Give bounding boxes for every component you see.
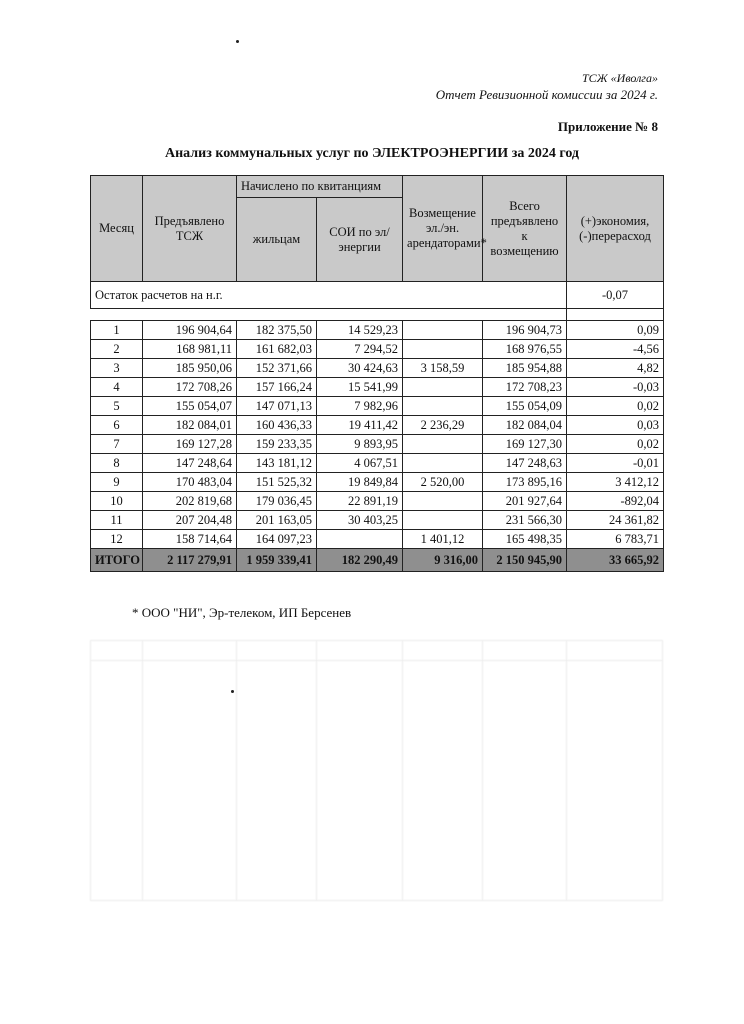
- residents-cell: 164 097,23: [237, 530, 317, 549]
- total-presented-cell: 173 895,16: [483, 473, 567, 492]
- difference-cell: 24 361,82: [567, 511, 664, 530]
- table-row: [91, 397, 664, 416]
- table-row: [91, 378, 664, 397]
- presented-cell: 202 819,68: [143, 492, 237, 511]
- total-presented-cell: 165 498,35: [483, 530, 567, 549]
- total-presented-cell: 169 127,30: [483, 435, 567, 454]
- table-row: [91, 435, 664, 454]
- table-row: [91, 473, 664, 492]
- soi-cell: 7 294,52: [317, 340, 403, 359]
- month-cell: 5: [91, 397, 143, 416]
- presented-cell: 185 950,06: [143, 359, 237, 378]
- soi-cell: 19 411,42: [317, 416, 403, 435]
- difference-cell: -0,03: [567, 378, 664, 397]
- soi-cell: 9 893,95: [317, 435, 403, 454]
- month-cell: 2: [91, 340, 143, 359]
- residents-cell: 143 181,12: [237, 454, 317, 473]
- presented-cell: 158 714,64: [143, 530, 237, 549]
- total-presented: 2 117 279,91: [143, 549, 237, 572]
- month-cell: 10: [91, 492, 143, 511]
- difference-cell: -0,01: [567, 454, 664, 473]
- presented-cell: 155 054,07: [143, 397, 237, 416]
- difference-cell: 0,09: [567, 321, 664, 340]
- soi-cell: 15 541,99: [317, 378, 403, 397]
- org-name: ТСЖ «Иволга»: [581, 71, 658, 85]
- residents-cell: 147 071,13: [237, 397, 317, 416]
- presented-cell: 182 084,01: [143, 416, 237, 435]
- header-difference: (+)экономия, (-)перерасход: [567, 176, 664, 282]
- difference-cell: 4,82: [567, 359, 664, 378]
- header-charged-group: Начислено по квитанциям: [237, 176, 403, 198]
- page-title: Анализ коммунальных услуг по ЭЛЕКТРОЭНЕРГИИ за 2024 год: [164, 146, 580, 161]
- table-row: [91, 511, 664, 530]
- residents-cell: 152 371,66: [237, 359, 317, 378]
- total-presented-cell: 201 927,64: [483, 492, 567, 511]
- header-residents: жильцам: [237, 198, 317, 282]
- reimbursement-cell: [403, 321, 483, 340]
- difference-cell: 0,02: [567, 397, 664, 416]
- soi-cell: [317, 530, 403, 549]
- residents-cell: 157 166,24: [237, 378, 317, 397]
- residents-cell: 160 436,33: [237, 416, 317, 435]
- total-total-presented: 2 150 945,90: [483, 549, 567, 572]
- total-presented-cell: 196 904,73: [483, 321, 567, 340]
- month-cell: 9: [91, 473, 143, 492]
- soi-cell: 7 982,96: [317, 397, 403, 416]
- total-presented-cell: 155 054,09: [483, 397, 567, 416]
- total-soi: 182 290,49: [317, 549, 403, 572]
- presented-cell: 207 204,48: [143, 511, 237, 530]
- difference-cell: 0,02: [567, 435, 664, 454]
- residents-cell: 182 375,50: [237, 321, 317, 340]
- presented-cell: 172 708,26: [143, 378, 237, 397]
- residents-cell: 201 163,05: [237, 511, 317, 530]
- scan-speck: [236, 40, 239, 43]
- table-row: [91, 454, 664, 473]
- difference-cell: -4,56: [567, 340, 664, 359]
- presented-cell: 168 981,11: [143, 340, 237, 359]
- bleed-through-ghost: [90, 600, 663, 960]
- presented-cell: 147 248,64: [143, 454, 237, 473]
- soi-cell: 4 067,51: [317, 454, 403, 473]
- total-reimbursement: 9 316,00: [403, 549, 483, 572]
- month-cell: 4: [91, 378, 143, 397]
- appendix-label: Приложение № 8: [557, 119, 658, 134]
- header-soi: СОИ по эл/энергии: [317, 198, 403, 282]
- month-cell: 7: [91, 435, 143, 454]
- soi-cell: 30 403,25: [317, 511, 403, 530]
- month-cell: 3: [91, 359, 143, 378]
- difference-cell: 0,03: [567, 416, 664, 435]
- reimbursement-cell: [403, 397, 483, 416]
- difference-cell: -892,04: [567, 492, 664, 511]
- difference-cell: 6 783,71: [567, 530, 664, 549]
- table-row: [91, 492, 664, 511]
- reimbursement-cell: 2 236,29: [403, 416, 483, 435]
- electricity-table: [90, 175, 664, 572]
- reimbursement-cell: 1 401,12: [403, 530, 483, 549]
- total-presented-cell: 185 954,88: [483, 359, 567, 378]
- header-total-presented: Всего предъявлено к возмещению: [483, 176, 567, 282]
- reimbursement-cell: [403, 454, 483, 473]
- month-cell: 8: [91, 454, 143, 473]
- header-reimbursement: Возмещение эл./эн. арендаторами*: [403, 176, 483, 282]
- total-difference: 33 665,92: [567, 549, 664, 572]
- table-row: [91, 340, 664, 359]
- residents-cell: 159 233,35: [237, 435, 317, 454]
- total-presented-cell: 172 708,23: [483, 378, 567, 397]
- total-presented-cell: 147 248,63: [483, 454, 567, 473]
- reimbursement-cell: [403, 492, 483, 511]
- reimbursement-cell: 2 520,00: [403, 473, 483, 492]
- residents-cell: 151 525,32: [237, 473, 317, 492]
- header-month: Месяц: [91, 176, 143, 282]
- month-cell: 1: [91, 321, 143, 340]
- total-presented-cell: 168 976,55: [483, 340, 567, 359]
- reimbursement-cell: [403, 435, 483, 454]
- opening-balance-label: Остаток расчетов на н.г.: [91, 282, 567, 309]
- total-residents: 1 959 339,41: [237, 549, 317, 572]
- presented-cell: 170 483,04: [143, 473, 237, 492]
- residents-cell: 161 682,03: [237, 340, 317, 359]
- soi-cell: 19 849,84: [317, 473, 403, 492]
- reimbursement-cell: [403, 511, 483, 530]
- month-cell: 6: [91, 416, 143, 435]
- difference-cell: 3 412,12: [567, 473, 664, 492]
- residents-cell: 179 036,45: [237, 492, 317, 511]
- total-row: [91, 549, 664, 572]
- soi-cell: 30 424,63: [317, 359, 403, 378]
- presented-cell: 196 904,64: [143, 321, 237, 340]
- table-row: [91, 530, 664, 549]
- reimbursement-cell: [403, 378, 483, 397]
- total-presented-cell: 231 566,30: [483, 511, 567, 530]
- footnote: * ООО "НИ", Эр-телеком, ИП Берсенев: [132, 605, 352, 620]
- opening-balance-value: -0,07: [567, 282, 664, 309]
- table-row: [91, 416, 664, 435]
- month-cell: 11: [91, 511, 143, 530]
- month-cell: 12: [91, 530, 143, 549]
- total-label: ИТОГО: [91, 549, 143, 572]
- report-name: Отчет Ревизионной комиссии за 2024 г.: [435, 87, 658, 102]
- header-presented: Предъявлено ТСЖ: [143, 176, 237, 282]
- soi-cell: 14 529,23: [317, 321, 403, 340]
- reimbursement-cell: 3 158,59: [403, 359, 483, 378]
- reimbursement-cell: [403, 340, 483, 359]
- presented-cell: 169 127,28: [143, 435, 237, 454]
- table-row: [91, 359, 664, 378]
- total-presented-cell: 182 084,04: [483, 416, 567, 435]
- table-row: [91, 321, 664, 340]
- soi-cell: 22 891,19: [317, 492, 403, 511]
